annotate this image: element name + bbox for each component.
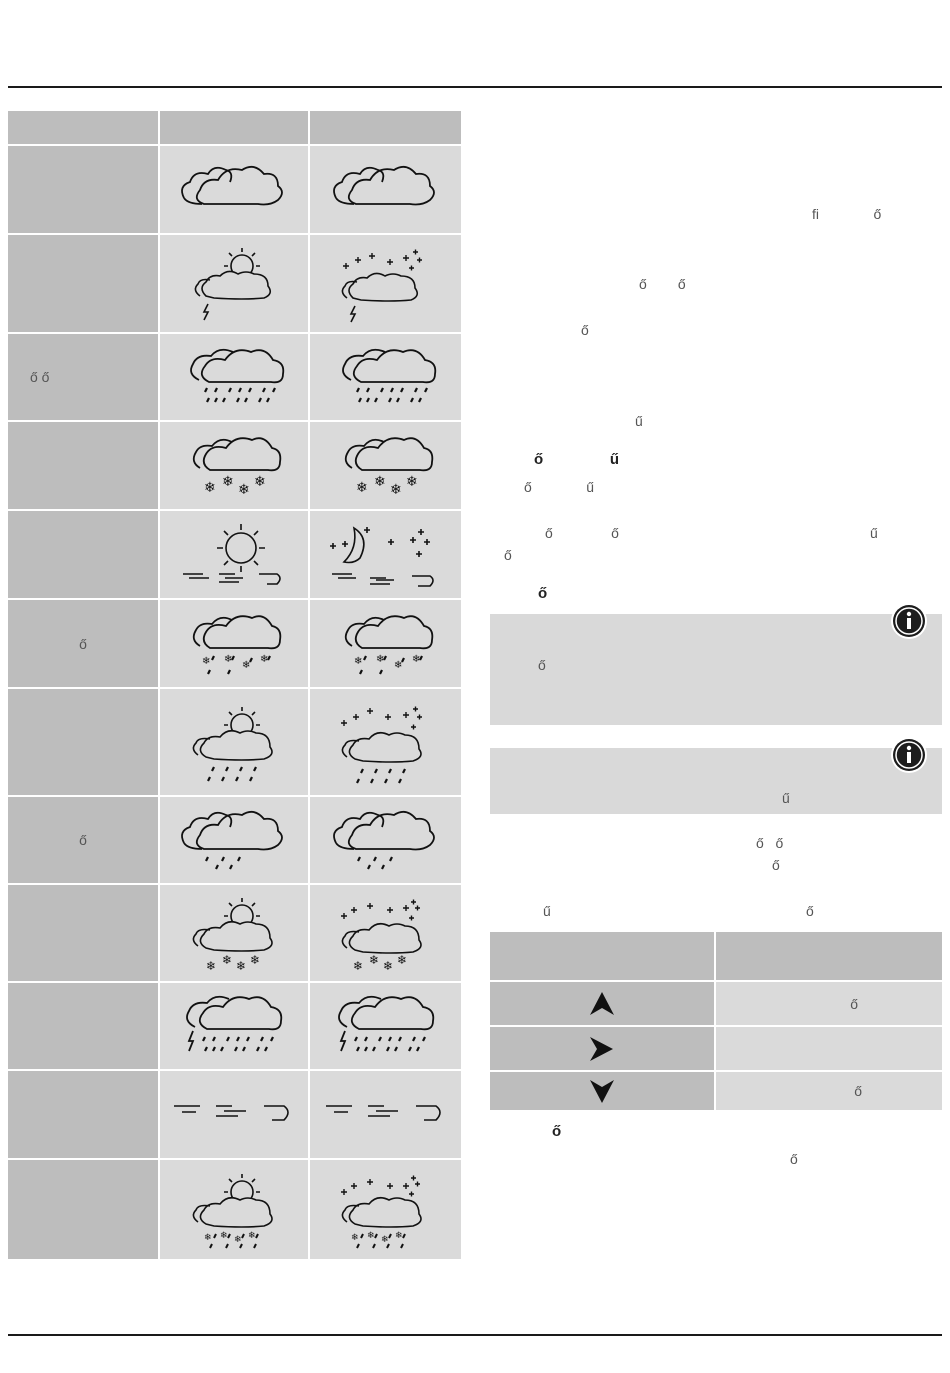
info-note [490,614,942,725]
sleet-icon [310,600,461,687]
svg-text:❄: ❄ [224,653,233,665]
row-label [8,689,158,795]
row-label [8,1071,158,1158]
text-fragment: ő ő [639,276,686,292]
text-fragment: ű [870,525,878,541]
svg-text:❄: ❄ [206,959,217,973]
header-cell-night [310,111,461,144]
cloudy-icon [160,146,308,233]
text-fragment: ő [581,322,589,338]
stars-cloud-rain-icon [310,689,461,795]
svg-text:❄: ❄ [382,959,393,973]
svg-text:❄: ❄ [394,1230,403,1241]
info-icon [890,736,928,774]
row-label [8,146,158,233]
svg-text:❄: ❄ [260,653,269,665]
snow-icon [160,422,308,509]
table-row [8,1160,461,1259]
section-heading: ő [538,585,548,602]
cloudy-icon [310,146,461,233]
svg-text:❄: ❄ [234,1234,242,1245]
row-label: ő ő [8,334,158,420]
table-row [8,334,461,420]
table-row [8,983,461,1069]
table-row [8,146,461,233]
heavy-rain-icon [310,334,461,420]
svg-text:❄: ❄ [380,1234,389,1245]
table-row [8,511,461,598]
info-note [490,748,942,814]
button-function-table [490,932,942,1112]
fog-icon [310,1071,461,1158]
thunderstorm-rain-icon [310,983,461,1069]
note-text: ű [782,790,790,806]
arrow-right-icon [490,1027,714,1070]
sun-fog-icon [160,511,308,598]
text-fragment: ű [635,413,643,429]
row-label: ő [8,600,158,687]
snow-icon [310,422,461,509]
table-row [490,1072,942,1110]
sleet-icon [160,600,308,687]
fog-icon [160,1071,308,1158]
svg-text:❄: ❄ [353,655,362,667]
svg-text:❄: ❄ [222,953,233,967]
svg-text:❄: ❄ [366,1230,375,1241]
row-label [8,422,158,509]
arrow-down-icon [490,1072,714,1110]
table-cell: ő [716,982,942,1025]
svg-text:❄: ❄ [389,481,402,498]
text-fragment: ő ű [524,479,595,495]
row-label [8,885,158,981]
sun-cloud-sleet-icon [160,1160,308,1259]
row-label [8,1160,158,1259]
table-row [8,235,461,332]
svg-text:❄: ❄ [220,1230,228,1241]
svg-text:❄: ❄ [242,659,251,671]
svg-text:❄: ❄ [204,479,216,496]
svg-text:❄: ❄ [393,659,402,671]
bottom-rule [8,1334,942,1336]
table-header [490,932,942,980]
light-rain-icon [160,797,308,883]
table-row [8,600,461,687]
note-text: ő [538,657,546,673]
svg-text:❄: ❄ [250,953,261,967]
text-fragment: ő [790,1151,798,1167]
header-cell-condition [8,111,158,144]
svg-text:❄: ❄ [355,479,368,496]
text-fragment: ő [772,857,780,873]
svg-text:❄: ❄ [373,473,386,490]
table-cell [716,1027,942,1070]
stars-cloud-snow-icon [310,885,461,981]
text-fragment: ő [806,903,814,919]
text-fragment: ő ő [756,835,784,851]
text-fragment: ő [504,547,512,563]
row-label [8,983,158,1069]
row-label [8,235,158,332]
svg-text:❄: ❄ [236,959,247,973]
table-header [8,111,461,144]
moon-fog-icon [310,511,461,598]
svg-text:❄: ❄ [202,655,211,667]
sun-cloud-snow-icon [160,885,308,981]
table-row [490,1027,942,1070]
svg-text:❄: ❄ [396,953,407,967]
stars-cloud-sleet-icon [310,1160,461,1259]
heavy-rain-icon [160,334,308,420]
table-row [8,885,461,981]
svg-text:❄: ❄ [350,1232,359,1243]
text-fragment: ő ő [545,525,619,541]
section-heading: ő [552,1123,562,1140]
top-rule [8,86,942,88]
svg-text:❄: ❄ [368,953,379,967]
table-row [8,1071,461,1158]
table-row [8,797,461,883]
table-row [8,689,461,795]
thunderstorm-rain-icon [160,983,308,1069]
row-label [8,511,158,598]
weather-icon-table [8,111,461,1259]
svg-text:❄: ❄ [222,473,234,490]
table-row [8,422,461,509]
sun-cloud-rain-icon [160,689,308,795]
text-fragment: fi ő [812,206,882,222]
text-fragment: ű [543,903,551,919]
section-heading: ő ű [534,451,620,468]
svg-text:❄: ❄ [352,959,363,973]
header-cell-button [490,932,714,980]
stars-cloud-lightning-icon [310,235,461,332]
table-cell: ő [716,1072,942,1110]
header-cell-day [160,111,308,144]
svg-text:❄: ❄ [238,481,250,498]
row-label: ő [8,797,158,883]
sun-cloud-lightning-icon [160,235,308,332]
table-row [490,982,942,1025]
svg-text:❄: ❄ [375,653,384,665]
svg-text:❄: ❄ [248,1230,256,1241]
svg-text:❄: ❄ [411,653,420,665]
svg-text:❄: ❄ [204,1232,212,1243]
info-icon [890,602,928,640]
svg-text:❄: ❄ [405,473,418,490]
light-rain-icon [310,797,461,883]
header-cell-function [716,932,942,980]
arrow-up-icon [490,982,714,1025]
svg-text:❄: ❄ [254,473,266,490]
